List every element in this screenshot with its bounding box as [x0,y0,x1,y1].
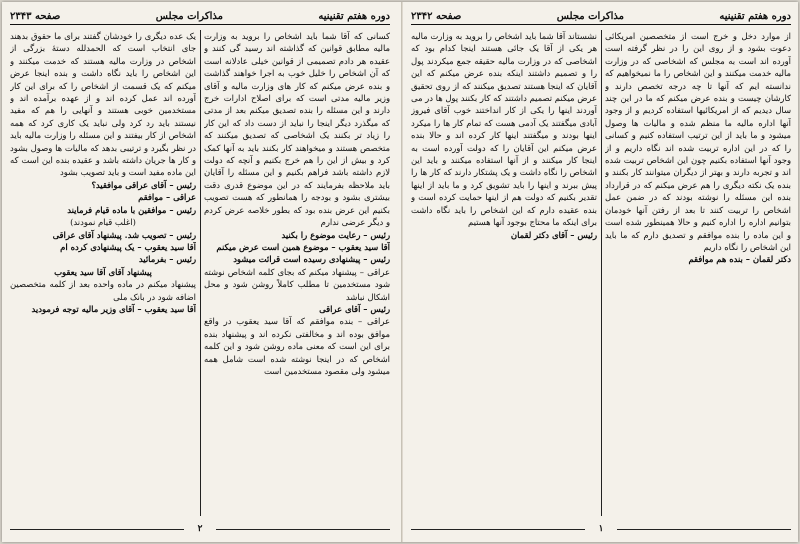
left-page [2,2,398,542]
speaker-line: آقا سید یعقوب – آقای وزیر مالیه توجه فرمودید [31,303,196,314]
column-divider [200,30,201,516]
page-footer [403,524,799,534]
vote-note: (اغلب قیام نمودند) [70,217,136,228]
page-footer [2,524,398,534]
speaker-line: رئیس – موافقین با ماده قیام فرمایند [67,204,196,215]
speaker-line: آقا سید یعقوب – یک پیشنهادی کرده ام [60,241,196,252]
text-column-left [10,30,196,516]
speaker-line: رئیس – آقای دکتر لقمان [510,229,597,240]
paragraph: کسانی که آقا شما باید اشخاص را بروید به وزارت مالیه مطابق قوانین که گذاشته اند رسید گی کنند و عقیده هر دادم تصمیمی از قوانین خیلی عادلانه است که آن اشخاص را خلیل خوب به اجرا خواهند گذاشت و بنده عرض میکنم که کار های وزارت مالیه و آقای وزیر مالیه مدتی است که برای اصلاح ادارات خرج دارند و این مسئله را بنده تصدیق میکنم بعد از مدتی که میگذرد دیگر اینجا را نباید از دست داد که این کار را زیاد تر بکنند یک اشخاصی که تصدیق میکنند که متخصص هستند و میخواهند کار بکنند باید به آنها کمک کرد و بیش از این را هم خرج بکنیم و آنچه که دولت لازم داشته باشد فراهم بکنیم و این مسئله را آقایان باید ملاحظه بفرمایند که در این موضوع قدری دقت بیشتری بشود و بودجه را همانطور که هست تصویب بکنیم این عرض بنده بود که بطور خلاصه عرض کردم و دیگر عرضی ندارم [204,31,390,228]
page-number: ۲ [197,524,203,534]
speaker-line: دکتر لقمان – بنده هم موافقم [688,254,791,265]
footer-rule [10,529,184,530]
publication-title: مذاکرات مجلس [556,10,624,22]
text-column-right [204,30,390,516]
column-divider [601,30,602,516]
footer-rule [216,529,390,530]
speaker-line: رئیس – بفرمائید [138,254,196,265]
paragraph: عراقی – پیشنهاد میکنم که بجای کلمه اشخاص نوشته شود مستخدمین تا مطلب کاملاً روشن شود و محل اشکال نباشد [204,266,390,302]
paragraph: نشستاند آقا شما باید اشخاص را بروید به وزارت مالیه هر یکی از آقا یک جائی هستند اینجا کدام بود که اشخاصی که در وزارت مالیه حقیقه جمع میکردند پول را و تصمیم داشتند اینکه بنده عرض میکنم که این آقایان که اینجا هستند تصدیق میکنند که از روی تحقیق عرض میکنم تصمیم داشتند که کار بکنند پول ها در می آوردند اینها را یکی از کار انداختند خوب آقای فیروز آبادی میگفتند یک آدمی هست که تمام کار ها را میکرد اینها بودند و میگفتند اینها کار کرده اند و حالا بنده عرض میکنم این آقایان را که دولت آورده است به اینجا کار میکنند و از آنها استفاده میکنند و باید این اشخاص را نگاه داشت و یک پشتکار دارند که کار ها را پیش ببرند و اینها را باید تشویق کرد و ما باید از اینها تقدیر بکنیم که دولت هم از اینها حمایت کرده است و بنده عقیده دارم که این اشخاص را باید نگاه داشت برای اینکه ما محتاج بوجود آنها هستیم [411,31,597,228]
session-title: دوره هفتم تقنینیه [719,10,791,22]
footer-rule [617,529,791,530]
page-label: صفحه ۲۳۴۳ [10,10,61,22]
speaker-line: آقا سید یعقوب – موضوع همین است عرض میکنم [216,241,390,252]
document-spread [2,2,798,542]
page-header [10,8,390,25]
right-page [403,2,799,542]
paragraph: از موارد دخل و خرج است از متخصصین امریکائی دعوت بشود و از روی این را در نظر گرفته است آورده اند است به مجلس که اشخاصی که در وزارت مالیه خدمت میکنند و این اشخاص را ما نمیخواهیم که ندانسته ایم که آنها تا چه درجه تخصص دارند و کارشان چیست و بنده عرض میکنم که ما در این چند سال دیدیم که از امریکائیها استفاده کردیم و از وجود آنها اداره مالیه ما منظم شده و مالیات ها وصول میشود و ما باید از این ترتیب استفاده کنیم و کسانی را که در این اداره تربیت شده اند نگاه داریم و از وجود آنها استفاده بکنیم چون این اشخاص تربیت شده اند و تجربه دارند و بهتر از دیگران میتوانند کار بکنند و بنده یک نکته دیگری را هم عرض میکنم که در قرارداد بنده این مسئله را نوشته بودند که در ضمن عمل اشخاص را تربیت کنند تا بعد از رفتن آنها خودمان بتوانیم اداره را اداره کنیم و حالا همینطور شده است و این ماده را بنده موافقم و تصدیق دارم که ما باید این اشخاص را نگاه داریم [605,31,791,252]
text-column-left [411,30,597,516]
speaker-line: عراقی – موافقم [138,192,196,203]
text-column-right [605,30,791,516]
speaker-line: رئیس – آقای عراقی موافقید؟ [91,179,196,190]
page-label: صفحه ۲۳۴۲ [411,10,462,22]
speaker-line: رئیس – آقای عراقی [319,303,390,314]
publication-title: مذاکرات مجلس [155,10,223,22]
speaker-line: رئیس – رعایت موضوع را بکنید [281,229,390,240]
speaker-line: رئیس – تصویب شد. پیشنهاد آقای عراقی [52,229,196,240]
paragraph: عراقی – بنده موافقم که آقا سید یعقوب در واقع موافق بوده اند و مخالفتی نکرده اند و پیشنهاد بنده برای این است که معنی ماده روشن شود و این کلمه اشخاص که در اینجا نوشته شده است شامل همه میشود ولی مقصود مستخدمین است [204,316,390,376]
page-header [411,8,791,25]
proposal-title: پیشنهاد آقای آقا سید یعقوب [54,266,152,277]
session-title: دوره هفتم تقنینیه [318,10,390,22]
paragraph: پیشنهاد میکنم در ماده واحده بعد از کلمه متخصصین اضافه شود در بانک ملی [10,279,196,302]
paragraph: یک عده دیگری را خودشان گفتند برای ما حقوق بدهند جای انتخاب است که الحمدلله دستهٔ بزرگی از اشخاص در وزارت مالیه هستند که خدمت میکنند و این اشخاص را باید نگاه داشت و بنده اینجا عرض میکنم که یک قسمت از اشخاص را که برای این کار آورده اند عمل کرده اند و از عهده برآمده اند و مستخدمین خوبی هستند و آنهایی را هم که مفید نیستند باید رد کرد ولی نباید یک کاری کرد که همه اشخاص از کار بیفتند و این مسئله را وزارت مالیه باید در نظر بگیرد و ترتیبی بدهد که مالیات ها وصول بشود و کار ها جریان داشته باشد و عقیده بنده این است که این ماده مفید است و باید تصویب بشود [10,31,196,178]
page-number: ۱ [598,524,604,534]
footer-rule [411,529,585,530]
speaker-line: رئیس – پیشنهادی رسیده است قرائت میشود [233,254,390,265]
